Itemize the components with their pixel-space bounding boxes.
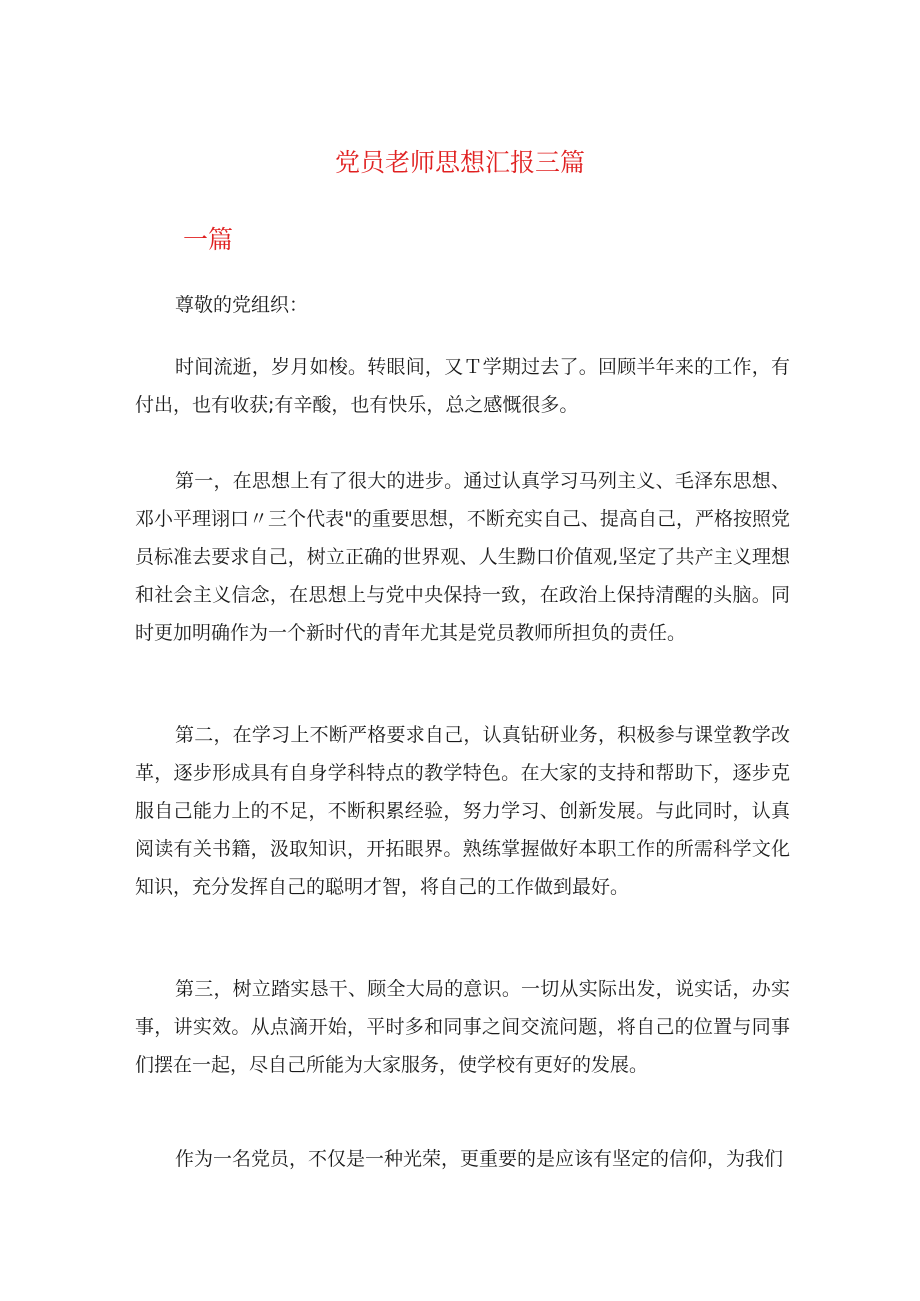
paragraph-second-point: 第二，在学习上不断严格要求自己，认真钻研业务，积极参与课堂教学改革，逐步形成具有自身学科特点的教学特色。在大家的支持和帮助下，逐步克服自己能力上的不足，不断积累经验，努力学习、创新发展。与此同时，认真阅读有关书籍，汲取知识，开拓眼界。熟练掌握做好本职工作的所需科学文化知识，充分发挥自己的聪明才智，将自己的工作做到最好。 [135,724,790,898]
paragraph-third-point: 第三，树立踏实恳干、顾全大局的意识。一切从实际出发，说实话，办实事，讲实效。从点滴开始，平时多和同事之间交流问题，将自己的位置与同事们摆在一起，尽自己所能为大家服务，使学校有更好的发展。 [135,978,790,1076]
paragraph-first-point: 第一，在思想上有了很大的进步。通过认真学习马列主义、毛泽东思想、邓小平理诩口〃三个代表"的重要思想，不断充实自己、提高自己，严格按照党员标准去要求自己，树立正确的世界观、人生黝口价值观,坚定了共产主义理想和社会主义信念，在思想上与党中央保持一致，在政治上保持清醒的头脑。同时更加明确作为一个新时代的青年尤其是党员教师所担负的责任。 [135,470,790,644]
document-title: 党员老师思想汇报三篇 [334,148,585,177]
section-heading: 一篇 [183,225,234,254]
paragraph-intro: 时间流逝，岁月如梭。转眼间，又Ｔ学期过去了。回顾半年来的工作，有付出，也有收获;有辛酸，也有快乐，总之感慨很多。 [135,356,790,416]
paragraph-conclusion: 作为一名党员，不仅是一种光荣，更重要的是应该有坚定的信仰，为我们 [175,1148,784,1170]
salutation: 尊敬的党组织： [175,294,309,316]
